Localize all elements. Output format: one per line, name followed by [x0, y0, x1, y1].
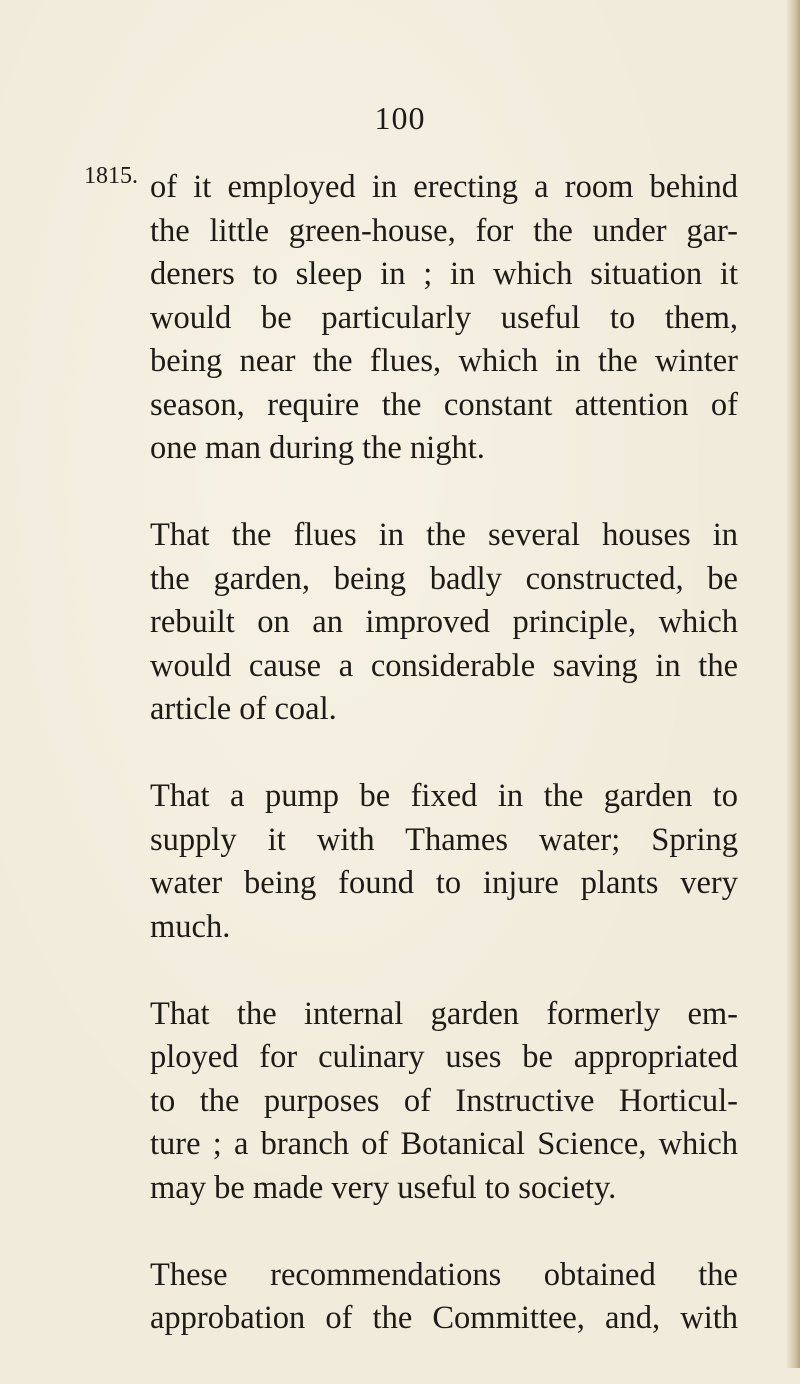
- paragraph-4: [150, 993, 738, 1211]
- text-line: would be particularly useful to them,: [150, 299, 738, 336]
- text-line: approbation of the Committee, and, with: [150, 1300, 738, 1336]
- text-line: of it employed in erecting a room behind: [150, 169, 738, 205]
- paragraph-2: [150, 514, 738, 732]
- page-number: 100: [374, 100, 426, 136]
- text-line: the little green-house, for the under gar-: [150, 212, 738, 249]
- text-line: That a pump be fixed in the garden to: [150, 778, 738, 814]
- paragraph-3: [150, 775, 738, 949]
- text-line: being near the flues, which in the winter: [150, 343, 738, 379]
- text-line: ployed for culinary uses be appropriated: [150, 1039, 738, 1075]
- text-line: article of coal.: [150, 691, 337, 727]
- text-line: supply it with Thames water; Spring: [150, 821, 738, 858]
- body-text: [150, 166, 738, 1384]
- text-line: water being found to injure plants very: [150, 865, 738, 901]
- text-line: ture ; a branch of Botanical Science, which: [150, 1126, 738, 1162]
- margin-year: 1815.: [84, 163, 138, 189]
- text-line: the garden, being badly constructed, be: [150, 560, 738, 597]
- paragraph-1: [150, 166, 738, 471]
- text-line: may be made very useful to society.: [150, 1169, 617, 1206]
- text-line: season, require the constant attention of: [150, 386, 738, 423]
- text-line: deners to sleep in ; in which situation it: [150, 256, 738, 292]
- text-line: much.: [150, 908, 231, 945]
- text-line: That the internal garden formerly em-: [150, 995, 738, 1032]
- text-line: These recommendations obtained the: [150, 1256, 738, 1293]
- text-line: to the purposes of Instructive Horticul-: [150, 1082, 738, 1119]
- page-edge-shadow: [786, 0, 800, 1368]
- paragraph-5: [150, 1254, 738, 1341]
- text-line: one man during the night.: [150, 430, 485, 466]
- text-line: That the flues in the several houses in: [150, 517, 738, 553]
- text-line: rebuilt on an improved principle, which: [150, 604, 738, 640]
- text-line: would cause a considerable saving in the: [150, 647, 738, 684]
